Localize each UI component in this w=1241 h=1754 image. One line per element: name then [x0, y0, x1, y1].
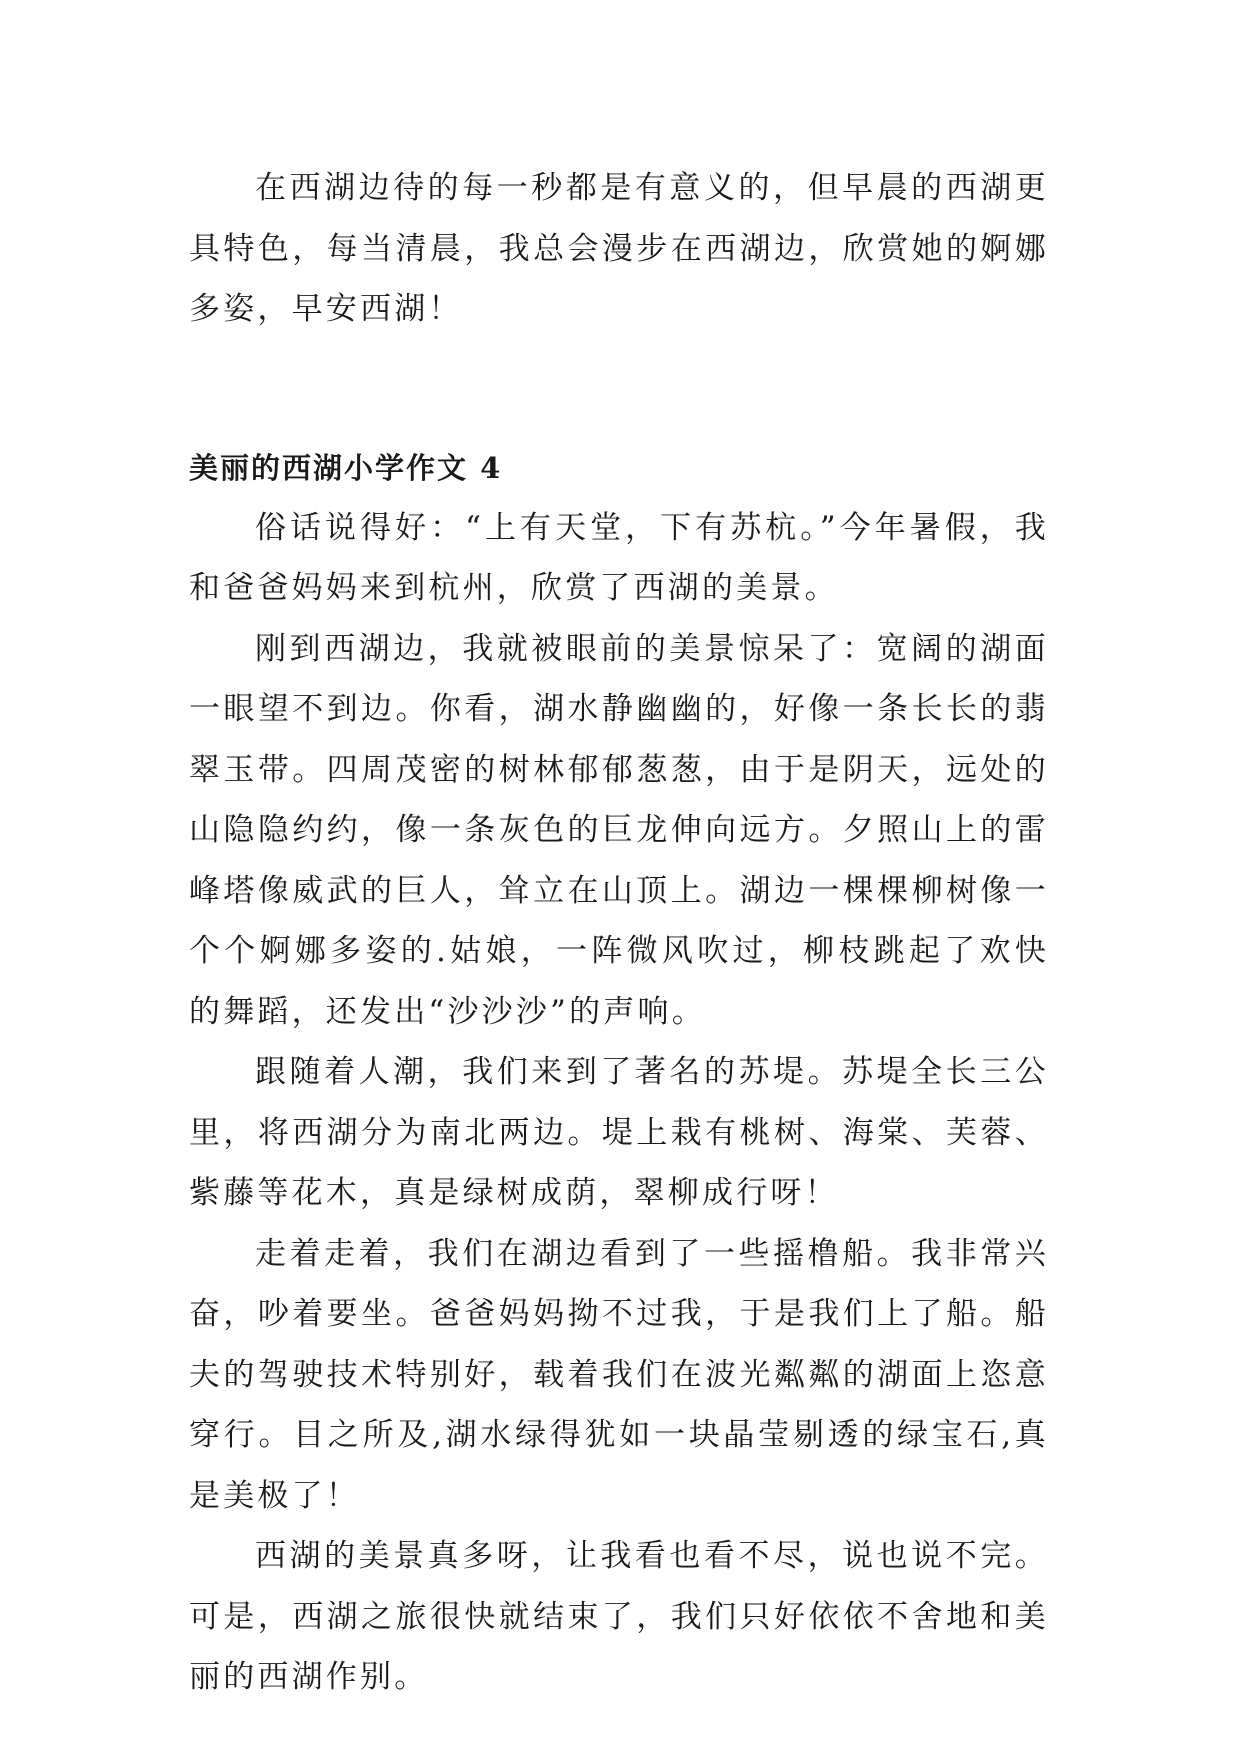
body-paragraph-3: 跟随着人潮，我们来到了著名的苏堤。苏堤全长三公里，将西湖分为南北两边。堤上栽有桃树、海棠、芙蓉、紫藤等花木，真是绿树成荫，翠柳成行呀！ — [189, 1054, 1049, 1211]
intro-paragraph: 在西湖边待的每一秒都是有意义的，但早晨的西湖更具特色，每当清晨，我总会漫步在西湖边，欣赏她的婀娜多姿，早安西湖！ — [189, 170, 1049, 327]
section-gap — [189, 340, 1049, 438]
body-paragraph-5: 西湖的美景真多呀，让我看也看不尽，说也说不完。可是，西湖之旅很快就结束了，我们只好依依不舍地和美丽的西湖作别。 — [189, 1538, 1049, 1695]
document-body — [189, 158, 1049, 1708]
body-paragraph-4: 走着走着，我们在湖边看到了一些摇橹船。我非常兴奋，吵着要坐。爸爸妈妈拗不过我，于是我们上了船。船夫的驾驶技术特别好，载着我们在波光粼粼的湖面上恣意穿行。目之所及,湖水绿得犹如一块晶莹剔透的绿宝石,真是美极了！ — [189, 1235, 1049, 1514]
essay-heading: 美丽的西湖小学作文 4 — [189, 450, 503, 485]
body-paragraph-2: 刚到西湖边，我就被眼前的美景惊呆了：宽阔的湖面一眼望不到边。你看，湖水静幽幽的，好像一条长长的翡翠玉带。四周茂密的树林郁郁葱葱，由于是阴天，远处的山隐隐约约，像一条灰色的巨龙伸向远方。夕照山上的雷峰塔像威武的巨人，耸立在山顶上。湖边一棵棵柳树像一个个婀娜多姿的.姑娘，一阵微风吹过，柳枝跳起了欢快的舞蹈，还发出“沙沙沙”的声响。 — [189, 630, 1049, 1030]
body-paragraph-1: 俗话说得好：“上有天堂，下有苏杭。”今年暑假，我和爸爸妈妈来到杭州，欣赏了西湖的美景。 — [189, 509, 1049, 606]
